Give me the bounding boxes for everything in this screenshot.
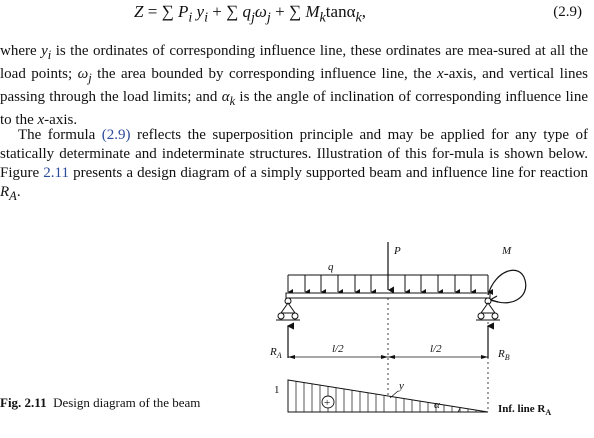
figure-ref-link[interactable]: 2.11 [43,165,69,181]
paragraph-1: where $y_i$ is the ordinates of corresponding influence line, these ordinates are mea-sured at all the load points; $\omega_j$ the area bounded by corresponding influence line, the x-axis, and vertical lines passing through the load limits; and $\alpha_k$ is the angle of inclination of corresponding influence line to the x-axis. [0,43,588,128]
ra-label: $R_A$ [270,346,282,360]
reaction-rb [488,326,510,362]
formula: Z = ∑ $P_i$ $y_i$ + ∑ $q_j\omega_j$ + ∑ $M_k\tan\alpha_k$, [134,2,367,26]
caption-label: Fig. 2.11 [0,395,47,410]
y-label: y [399,380,404,392]
equation-ref-link[interactable]: (2.9) [101,127,131,143]
support-a [276,298,300,320]
alpha-label: α [434,399,440,411]
equation-number: (2.9) [553,4,582,20]
reaction-ra [269,326,288,360]
moment-m [488,245,526,303]
influence-line-diagram [274,380,551,417]
m-label: M [502,245,512,257]
influence-line-label: Inf. line $R_A$ [498,403,552,417]
half-right-label: l/2 [430,343,442,355]
figure-caption [0,395,220,411]
beam-figure [240,240,590,435]
rb-label: $R_B$ [498,348,510,362]
p-label: P [394,245,401,257]
dimension-line [288,343,488,359]
plus-sign: + [324,397,331,409]
half-left-label: l/2 [332,343,344,355]
paragraph-2: The formula (2.9) reflects the superposition principle and may be applied for any type of statically determinate and indeterminate structures. Illustration of this for-mula is shown below. Figure 2.11 presents a design diagram of a simply supported beam and influence line for reaction $R_A$. [0,127,589,203]
formula-block [0,0,594,34]
caption-text: Design diagram of the beam [53,395,201,410]
beam [286,293,490,298]
q-label: q [328,261,334,273]
point-load-p [388,242,401,290]
ordinate-one-label: 1 [274,384,280,396]
